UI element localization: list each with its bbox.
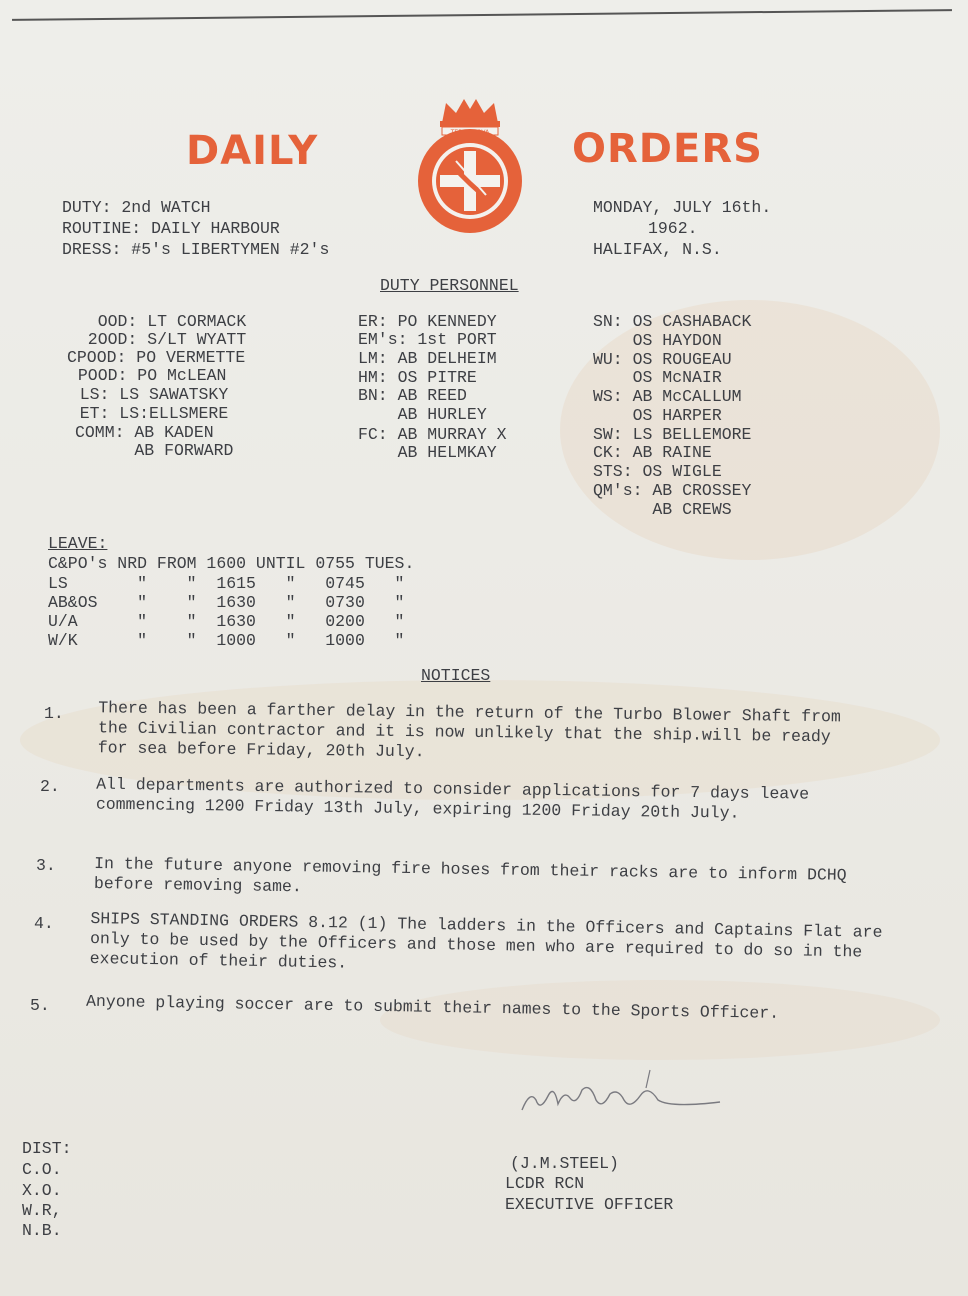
- duty-entry: WU: OS ROUGEAU: [593, 350, 732, 369]
- duty-entry: ER: PO KENNEDY: [358, 312, 497, 331]
- date: MONDAY, JULY 16th.: [593, 198, 772, 217]
- duty-entry: HM: OS PITRE: [358, 368, 477, 387]
- duty-entry: AB CREWS: [593, 500, 732, 519]
- ship-crest-logo: [412, 95, 528, 235]
- notice-number: 4.: [34, 914, 54, 933]
- notice-text: Anyone playing soccer are to submit their names to the Sports Officer.: [85, 991, 780, 1023]
- duty-entry: SW: LS BELLEMORE: [593, 425, 752, 444]
- duty-entry: OS HARPER: [593, 406, 722, 425]
- leave-row: AB&OS " " 1630 " 0730 ": [48, 593, 405, 612]
- duty-entry: AB HURLEY: [358, 405, 487, 424]
- signature-name: (J.M.STEEL): [510, 1154, 619, 1173]
- distribution-item: W.R,: [22, 1201, 62, 1220]
- notices-heading: NOTICES: [421, 666, 491, 685]
- duty-entry: AB HELMKAY: [358, 443, 497, 462]
- duty-entry: COMM: AB KADEN: [75, 423, 214, 442]
- dress: DRESS: #5's LIBERTYMEN #2's: [62, 240, 330, 259]
- distribution-heading: DIST:: [22, 1139, 72, 1158]
- notice-text: SHIPS STANDING ORDERS 8.12 (1) The ladders in the Officers and Captains Flat are only to be used by the Officers and those men who are required to do so in the execution of their duties.: [89, 909, 883, 973]
- duty-entry: BN: AB REED: [358, 386, 467, 405]
- duty-entry: STS: OS WIGLE: [593, 462, 722, 481]
- duty-entry: OS McNAIR: [593, 368, 722, 387]
- duty-entry: QM's: AB CROSSEY: [593, 481, 752, 500]
- duty-entry: CK: AB RAINE: [593, 443, 712, 462]
- duty-entry: OS HAYDON: [593, 331, 722, 350]
- routine: ROUTINE: DAILY HARBOUR: [62, 219, 280, 238]
- duty-entry: LM: AB DELHEIM: [358, 349, 497, 368]
- duty-entry: POOD: PO McLEAN: [68, 366, 227, 385]
- place: HALIFAX, N.S.: [593, 240, 722, 259]
- leave-row: LS " " 1615 " 0745 ": [48, 574, 405, 593]
- duty-entry: LS: LS SAWATSKY: [50, 385, 229, 404]
- notice-text: There has been a farther delay in the return of the Turbo Blower Shaft from the Civilian contractor and it is now unlikely that the ship.will be ready for sea before Friday, 20th July.: [97, 698, 841, 762]
- duty-entry: 2OOD: S/LT WYATT: [68, 330, 247, 349]
- duty-entry: SN: OS CASHABACK: [593, 312, 752, 331]
- notice-number: 3.: [36, 856, 56, 875]
- signature-title: EXECUTIVE OFFICER: [505, 1195, 674, 1214]
- duty-personnel-heading: DUTY PERSONNEL: [380, 276, 519, 295]
- distribution-item: C.O.: [22, 1160, 62, 1179]
- notice-number: 5.: [30, 996, 50, 1015]
- leave-heading: LEAVE:: [48, 534, 108, 553]
- duty-watch: DUTY: 2nd WATCH: [62, 198, 211, 217]
- duty-entry: AB FORWARD: [75, 441, 234, 460]
- distribution-item: X.O.: [22, 1181, 62, 1200]
- leave-row: U/A " " 1630 " 0200 ": [48, 612, 405, 631]
- duty-entry: FC: AB MURRAY X: [358, 425, 507, 444]
- duty-entry: EM's: 1st PORT: [358, 330, 497, 349]
- title-orders: ORDERS: [572, 126, 763, 172]
- duty-entry: ET: LS:ELLSMERE: [50, 404, 229, 423]
- signature-rank: LCDR RCN: [505, 1174, 585, 1193]
- duty-entry: WS: AB McCALLUM: [593, 387, 742, 406]
- leave-row: W/K " " 1000 " 1000 ": [48, 631, 405, 650]
- distribution-item: N.B.: [22, 1221, 62, 1240]
- duty-entry: CPOOD: PO VERMETTE: [67, 348, 246, 367]
- notice-number: 1.: [44, 704, 64, 723]
- notice-text: All departments are authorized to consider applications for 7 days leave commencing 1200 Friday 13th July, expiring 1200 Friday 20th July.: [95, 774, 810, 823]
- notice-text: In the future anyone removing fire hoses from their racks are to inform DCHQ before removing same.: [93, 854, 847, 897]
- leave-row: C&PO's NRD FROM 1600 UNTIL 0755 TUES.: [48, 554, 415, 573]
- notice-number: 2.: [40, 777, 60, 796]
- title-daily: DAILY: [186, 128, 319, 174]
- handwritten-signature: [510, 1060, 730, 1130]
- year: 1962.: [648, 219, 698, 238]
- duty-entry: OOD: LT CORMACK: [68, 312, 247, 331]
